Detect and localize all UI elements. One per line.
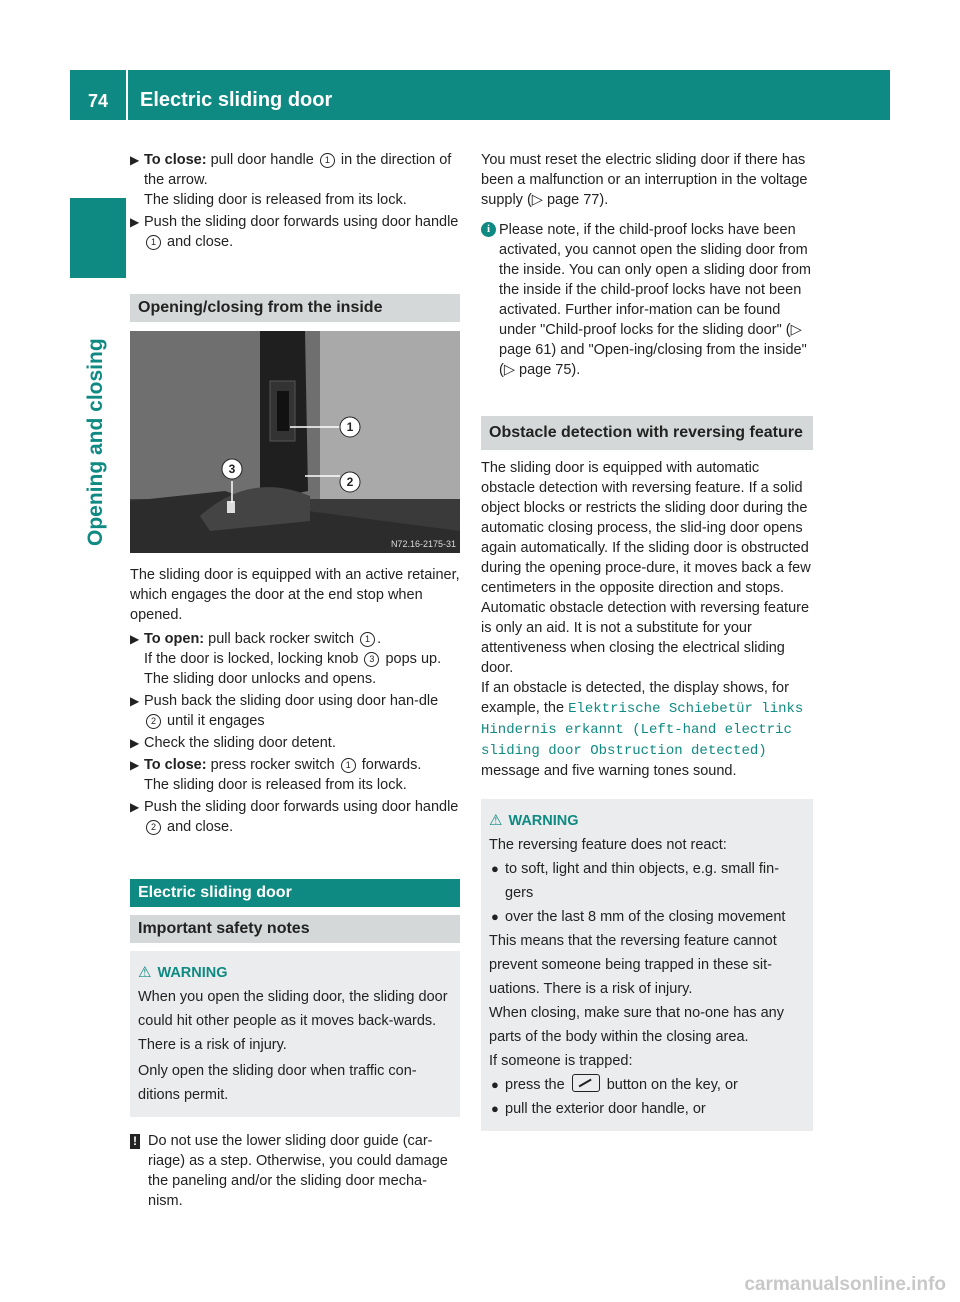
obstacle-text-1: The sliding door is equipped with automatic obstacle detection with reversing feature. If a solid object blocks or restricts the sliding door during the automatic closing process, the slid-ing door opens again automatically. If the sliding door is obstructed during the opening proce-dure, it moves back a few centimeters in the opposite direction and stops. (481, 460, 811, 596)
warning-title: WARNING (508, 813, 579, 829)
callout-2-icon: 2 (146, 820, 161, 835)
arrow-icon: ▶ (130, 736, 140, 750)
bullet-text: over the last 8 mm of the closing movement (505, 909, 786, 925)
info-note (481, 220, 813, 380)
watermark: carmanualsonline.info (744, 1274, 946, 1295)
info-text: Please note, if the child-proof locks have been activated, you cannot open the sliding door from the inside. You can only open a sliding door from the inside if the child-proof locks have not been activated. Further infor-mation can be found under "Child-proof locks for the sliding door" (▷ page 61) and "Open-ing/closing from the inside" (▷ page 75). (499, 222, 811, 378)
arrow-icon: ▶ (130, 153, 140, 167)
step-text: pull back rocker switch (208, 631, 355, 647)
section-heading-inside: Opening/closing from the inside (130, 294, 460, 322)
step-text: pull door handle (210, 152, 314, 168)
photo-callout-2: 2 (346, 475, 354, 489)
exclamation-icon: ! (130, 1134, 140, 1149)
step-label: To close: (144, 152, 207, 168)
warning-bullet (489, 857, 805, 905)
arrow-icon: ▶ (130, 800, 140, 814)
push-back-step (130, 691, 460, 731)
step-text: and close. (167, 819, 234, 835)
close-step-3 (130, 755, 460, 795)
warning-text: When closing, make sure that no-one has any parts of the body within the closing area. (489, 1005, 784, 1045)
section-heading-electric: Electric sliding door (130, 879, 460, 907)
arrow-icon: ▶ (130, 215, 140, 229)
warning-text: The reversing feature does not react: (489, 837, 727, 853)
info-icon: i (481, 222, 496, 237)
push-step (130, 797, 460, 837)
sliding-door-key-icon (572, 1074, 600, 1092)
bullet-text: pull the exterior door handle, or (505, 1101, 706, 1117)
step-text: pops up. The sliding door unlocks and opens. (144, 651, 442, 687)
side-chapter-label: Opening and closing (84, 338, 107, 546)
warning-title: WARNING (157, 965, 228, 981)
bullet-text: to soft, light and thin objects, e.g. small fin-gers (505, 861, 780, 901)
callout-1-icon: 1 (320, 153, 335, 168)
warning-text: This means that the reversing feature cannot prevent someone being trapped in these sit-uations. There is a risk of injury. (489, 933, 777, 997)
display-message: Elektrische Schiebetür links Hindernis erkannt (Left-hand electric sliding door Obstruction detected) (481, 701, 804, 759)
header-separator (126, 70, 128, 120)
door-pillar-illustration (130, 331, 460, 553)
step-text: forwards. (361, 757, 422, 773)
damage-note (130, 1131, 460, 1211)
warning-box-right (481, 799, 813, 1131)
note-text: Do not use the lower sliding door guide (car-riage) as a step. Otherwise, you could damage the paneling and/or the sliding door mecha-nism. (148, 1133, 448, 1209)
arrow-icon: ▶ (130, 694, 140, 708)
warning-text: When you open the sliding door, the sliding door could hit other people as it moves back-wards. There is a risk of injury. (138, 989, 448, 1053)
warning-triangle-icon: ⚠ (489, 812, 503, 829)
callout-1-icon: 1 (360, 632, 375, 647)
photo-callout-1: 1 (346, 420, 354, 434)
step-text: The sliding door is released from its lock. (144, 777, 407, 793)
reset-text: You must reset the electric sliding door if there has been a malfunction or an interruption in the voltage supply (▷ page 77). (481, 152, 808, 208)
callout-1-icon: 1 (341, 758, 356, 773)
warning-text: If someone is trapped: (489, 1053, 633, 1069)
bullet-text: button on the key, or (606, 1077, 738, 1093)
step-text: press rocker switch (210, 757, 335, 773)
right-column (481, 150, 813, 1131)
obstacle-text-2: Automatic obstacle detection with reversing feature is only an aid. It is not a substitute for your attentiveness when closing the electrical sliding door. (481, 600, 810, 676)
obstacle-text: If an obstacle is detected, the display shows, for example, the (481, 680, 789, 716)
step-text: until it engages (167, 713, 265, 729)
warning-text: Only open the sliding door when traffic con-ditions permit. (138, 1063, 417, 1103)
photo-callout-3: 3 (228, 462, 236, 476)
step-label: To close: (144, 757, 207, 773)
bullet-icon: ● (491, 909, 499, 924)
warning-triangle-icon: ⚠ (138, 964, 152, 981)
left-column (130, 150, 460, 1211)
arrow-icon: ▶ (130, 758, 140, 772)
callout-3-icon: 3 (364, 652, 379, 667)
step-text: Push back the sliding door using door han-dle (144, 693, 439, 709)
step-text: The sliding door is released from its lock. (144, 192, 407, 208)
obstacle-text-3 (481, 678, 813, 781)
bullet-icon: ● (491, 1077, 499, 1092)
arrow-icon: ▶ (130, 632, 140, 646)
section-heading-safety: Important safety notes (130, 915, 460, 943)
warning-bullet (489, 1097, 805, 1121)
close-step-2 (130, 212, 460, 252)
bullet-text: press the (505, 1077, 565, 1093)
intro-text: The sliding door is equipped with an active retainer, which engages the door at the end stop when opened. (130, 567, 460, 623)
step-text: in the direction of the arrow. (144, 152, 452, 188)
section-heading-obstacle: Obstacle detection with reversing feature (481, 416, 813, 450)
open-step: ▶ To open: pull back rocker switch 1 . If the door is locked, locking knob 3 pops up. The sliding door unlocks and opens. (130, 631, 442, 687)
bullet-icon: ● (491, 1101, 499, 1116)
warning-box-left (130, 951, 460, 1117)
step-text: and close. (167, 234, 234, 250)
step-text: Push the sliding door forwards using door handle (144, 214, 459, 230)
warning-bullet (489, 1073, 805, 1097)
step-text: Push the sliding door forwards using door handle (144, 799, 459, 815)
bullet-icon: ● (491, 861, 499, 876)
step-label: To open: (144, 631, 205, 647)
page-number: 74 (87, 91, 109, 111)
obstacle-text: message and five warning tones sound. (481, 763, 737, 779)
photo-code: N72.16-2175-31 (390, 539, 456, 549)
side-tab-block (70, 198, 126, 278)
step-text: If the door is locked, locking knob (144, 651, 359, 667)
step-text: Check the sliding door detent. (144, 735, 336, 751)
check-step (130, 733, 460, 753)
door-photo (130, 331, 460, 553)
callout-2-icon: 2 (146, 714, 161, 729)
close-step-1 (130, 150, 460, 210)
callout-1-icon: 1 (146, 235, 161, 250)
warning-bullet (489, 905, 805, 929)
page-title: Electric sliding door (140, 89, 333, 111)
